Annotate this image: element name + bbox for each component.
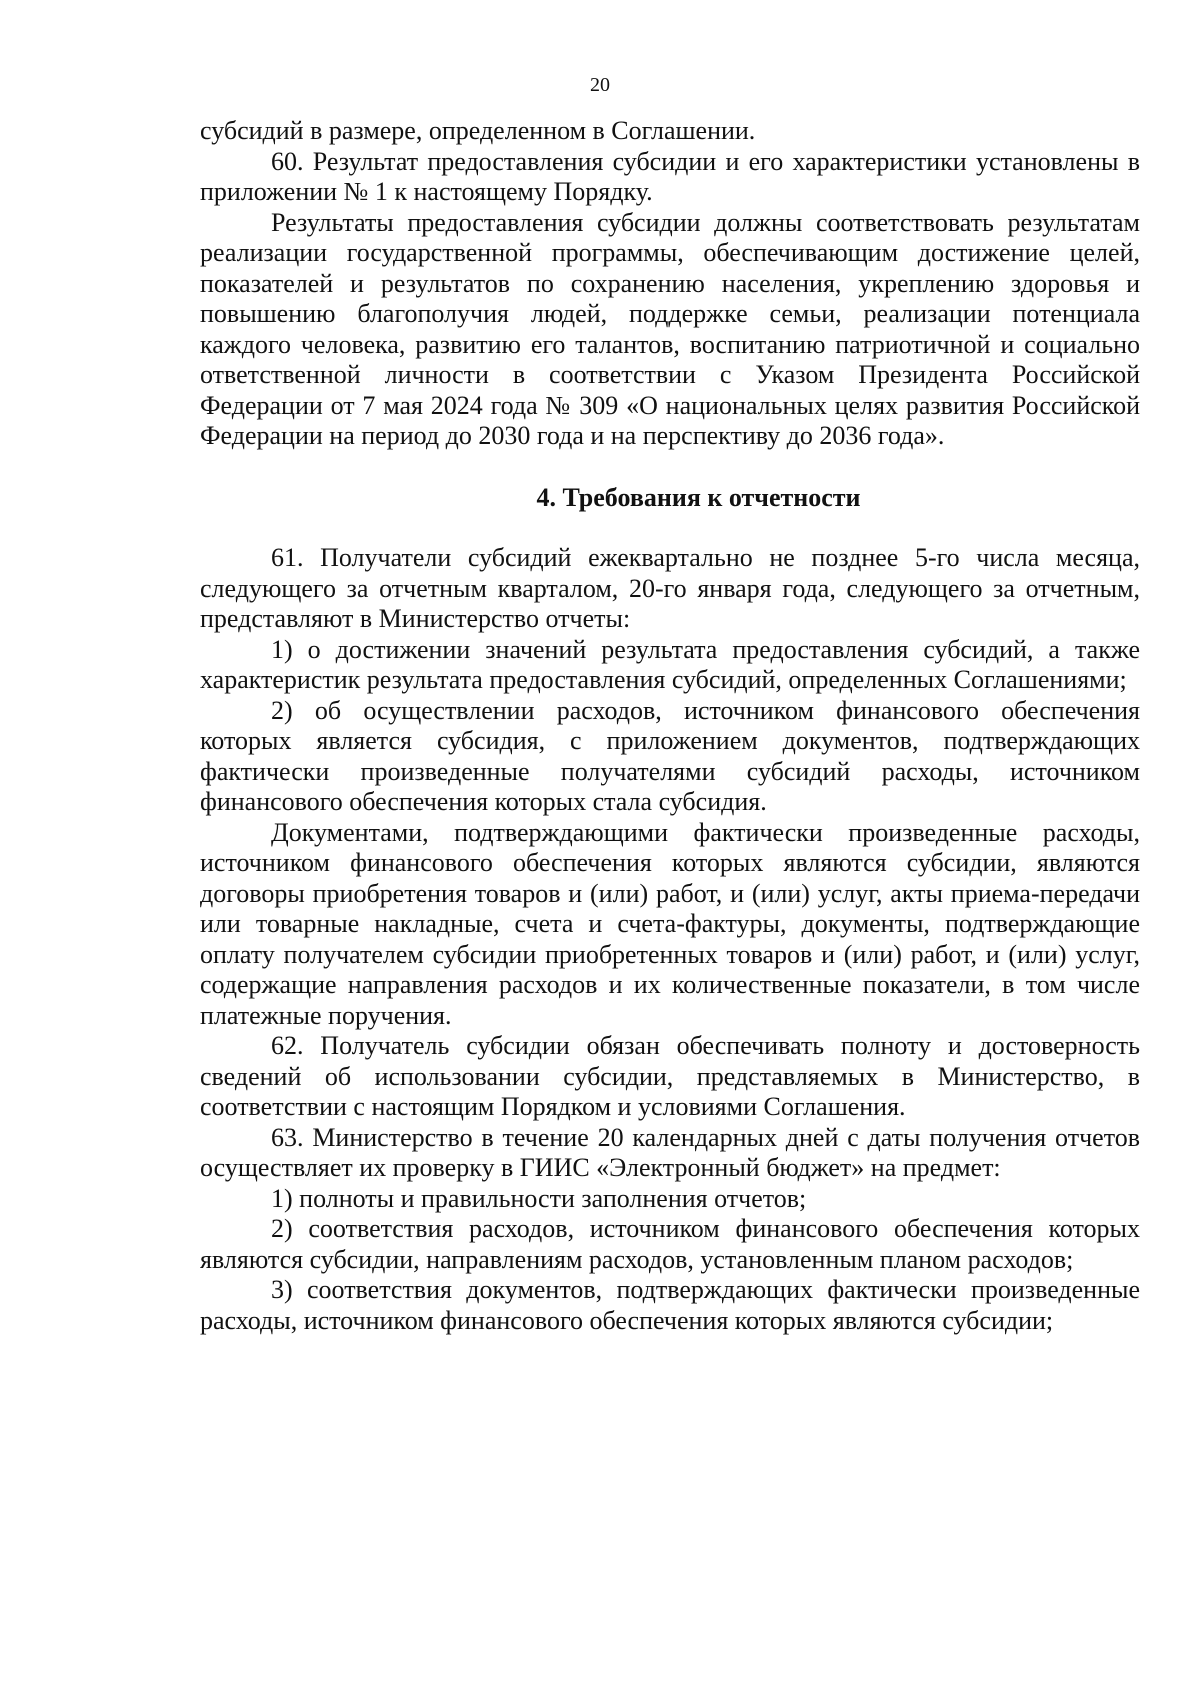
paragraph-63-item-2: 2) соответствия расходов, источником финансового обеспечения которых являются субсидии, направлениям расходов, установленным планом расходов; (200, 1214, 1140, 1274)
paragraph-documents: Документами, подтверждающими фактически произведенные расходы, источником финансового обеспечения которых являются субсидии, являются договоры приобретения товаров и (или) работ, и (или) услуг, акты приема-передачи или товарные накладные, счета и счета-фактуры, документы, подтверждающие оплату получателем субсидии приобретенных товаров и (или) работ, и (или) услуг, содержащие направления расходов и их количественные показатели, в том числе платежные поручения. (200, 817, 1140, 1030)
paragraph-63-item-3: 3) соответствия документов, подтверждающих фактически произведенные расходы, источником финансового обеспечения которых являются субсидии; (200, 1275, 1140, 1335)
paragraph-61-item-1: 1) о достижении значений результата предоставления субсидий, а также характеристик результата предоставления субсидий, определенных Соглашениями; (200, 634, 1140, 694)
paragraph-63: 63. Министерство в течение 20 календарных дней с даты получения отчетов осуществляет их проверку в ГИИС «Электронный бюджет» на предмет: (200, 1122, 1140, 1182)
paragraph-continuation: субсидий в размере, определенном в Соглашении. (200, 116, 756, 145)
document-body (200, 116, 1140, 1336)
section-title: 4. Требования к отчетности (536, 482, 861, 512)
paragraph-63-item-1: 1) полноты и правильности заполнения отчетов; (271, 1183, 807, 1213)
paragraph-62: 62. Получатель субсидии обязан обеспечивать полноту и достоверность сведений об использовании субсидии, представляемых в Министерство, в соответствии с настоящим Порядком и условиями Соглашения. (200, 1031, 1140, 1121)
paragraph-61: 61. Получатели субсидий ежеквартально не позднее 5-го числа месяца, следующего за отчетным кварталом, 20-го января года, следующего за отчетным, представляют в Министерство отчеты: (200, 543, 1140, 633)
paragraph-results: Результаты предоставления субсидии должны соответствовать результатам реализации государственной программы, обеспечивающим достижение целей, показателей и результатов по сохранению населения, укреплению здоровья и повышению благополучия людей, поддержке семьи, реализации потенциала каждого человека, развитию его талантов, воспитанию патриотичной и социально ответственной личности в соответствии с Указом Президента Российской Федерации от 7 мая 2024 года № 309 «О национальных целях развития Российской Федерации на период до 2030 года и на перспективу до 2036 года». (200, 207, 1140, 450)
page-number: 20 (590, 74, 610, 96)
paragraph-61-item-2: 2) об осуществлении расходов, источником финансового обеспечения которых является субсидия, с приложением документов, подтверждающих фактически произведенные получателями субсидий расходы, источником финансового обеспечения которых стала субсидия. (200, 695, 1140, 816)
paragraph-60: 60. Результат предоставления субсидии и его характеристики установлены в приложении № 1 к настоящему Порядку. (200, 146, 1140, 206)
